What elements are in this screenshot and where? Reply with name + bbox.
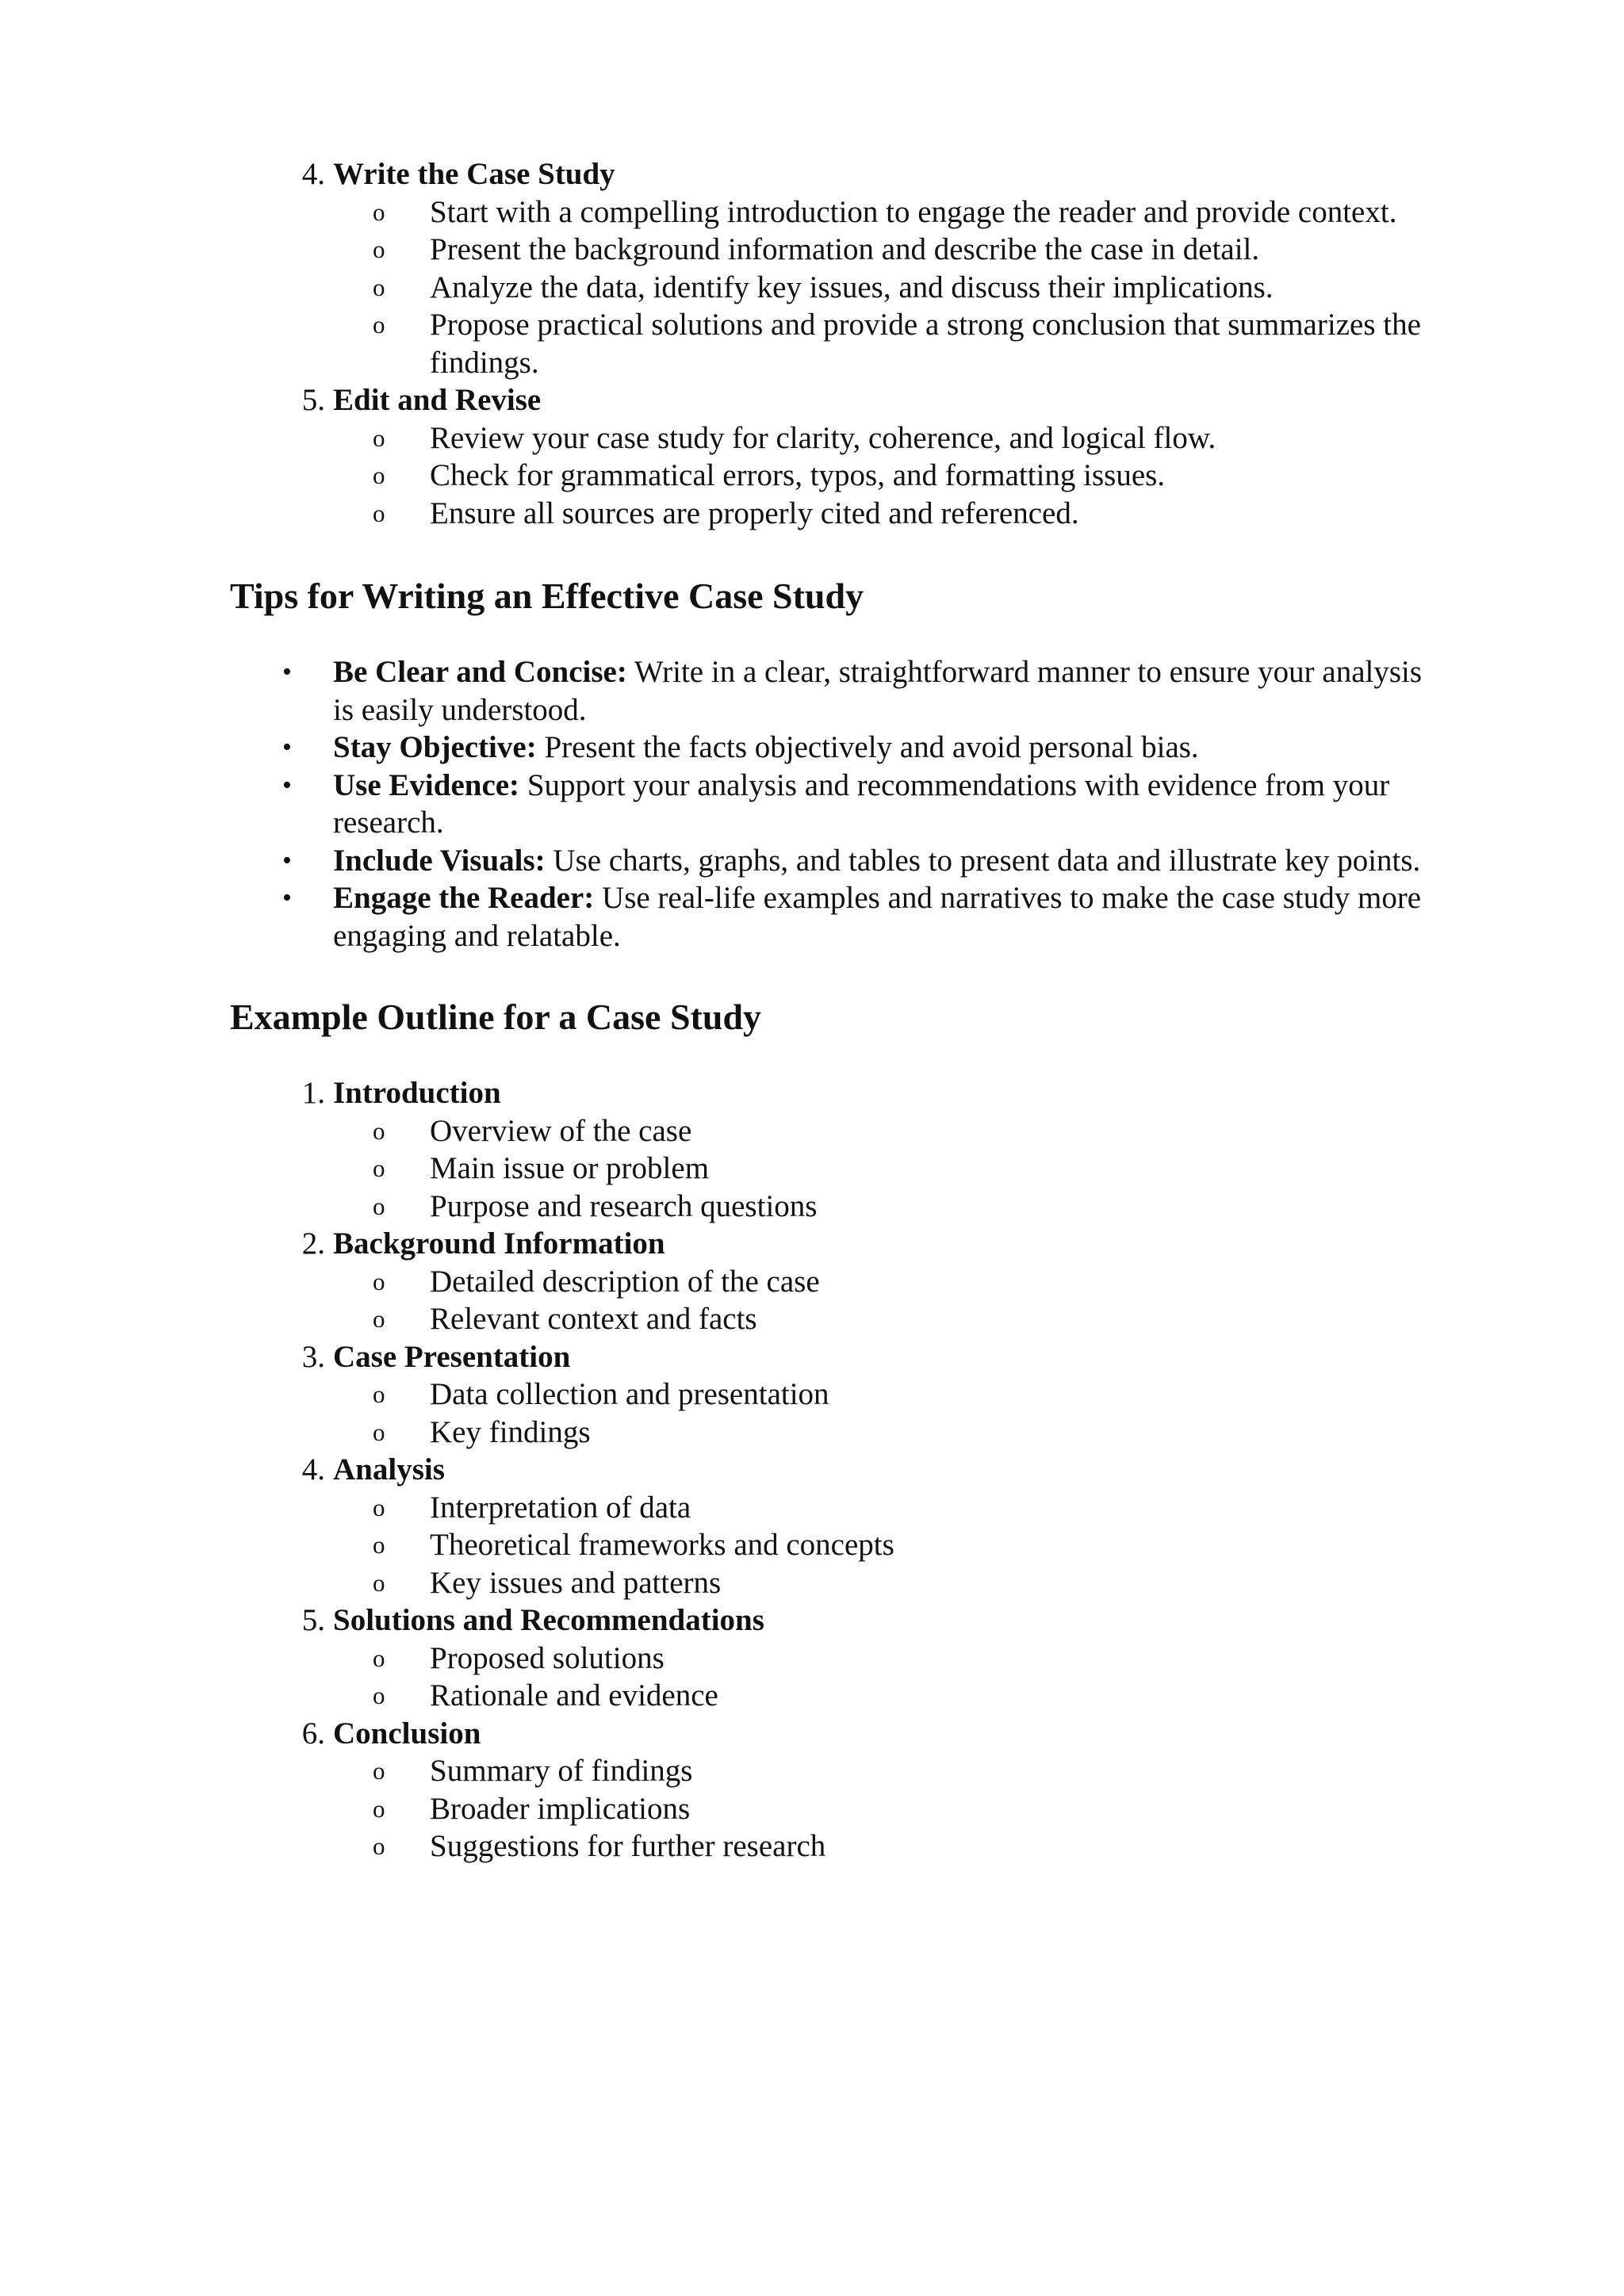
sub-item <box>230 419 1515 457</box>
sub-item-text: Broader implications <box>430 1791 691 1826</box>
item-title: Case Presentation <box>333 1339 571 1374</box>
circle-bullet-icon: o <box>373 1192 385 1220</box>
item-number: 4. <box>301 1452 325 1487</box>
tip-body: research. <box>333 806 444 840</box>
tip-text <box>333 767 1389 805</box>
circle-bullet-icon: o <box>373 1116 385 1145</box>
item-number: 3. <box>301 1339 325 1374</box>
tip-body: Use charts, graphs, and tables to present data and illustrate key points. <box>545 843 1421 878</box>
circle-bullet-icon: o <box>373 423 385 452</box>
sub-item-text: Key findings <box>430 1414 591 1449</box>
numbered-item <box>230 1225 1515 1263</box>
sub-item-text: Summary of findings <box>430 1754 693 1788</box>
sub-item <box>230 193 1515 232</box>
sub-item-text: Present the background information and describe the case in detail. <box>430 232 1260 266</box>
sub-item-text: Proposed solutions <box>430 1640 665 1675</box>
item-number: 5. <box>301 383 325 417</box>
item-number: 2. <box>301 1226 325 1261</box>
sub-item-continuation <box>230 344 1515 382</box>
tip-text <box>333 842 1420 880</box>
tip-item <box>230 653 1515 691</box>
outline-heading: Example Outline for a Case Study <box>230 997 762 1037</box>
sub-item <box>230 231 1515 269</box>
circle-bullet-icon: o <box>373 1757 385 1785</box>
circle-bullet-icon: o <box>373 1531 385 1559</box>
circle-bullet-icon: o <box>373 273 385 301</box>
item-number: 5. <box>301 1603 325 1637</box>
steps-list <box>230 155 1515 532</box>
tip-item <box>230 842 1515 880</box>
circle-bullet-icon: o <box>373 499 385 527</box>
numbered-item <box>230 1715 1515 1753</box>
sub-item-text: Analyze the data, identify key issues, and discuss their implications. <box>430 270 1274 304</box>
sub-item <box>230 1188 1515 1226</box>
sub-item-text: Overview of the case <box>430 1113 692 1148</box>
circle-bullet-icon: o <box>373 461 385 489</box>
tip-body: Present the facts objectively and avoid personal bias. <box>536 730 1199 764</box>
item-number: 6. <box>301 1716 325 1751</box>
numbered-item <box>230 1601 1515 1640</box>
tip-label: Use Evidence: <box>333 767 520 802</box>
sub-item <box>230 1564 1515 1602</box>
numbered-item <box>230 1338 1515 1376</box>
item-title: Write the Case Study <box>333 157 615 191</box>
numbered-item <box>230 1451 1515 1489</box>
item-number: 1. <box>301 1076 325 1110</box>
sub-item-text: Suggestions for further research <box>430 1829 826 1863</box>
item-title: Analysis <box>333 1452 445 1487</box>
circle-bullet-icon: o <box>373 311 385 339</box>
tip-item-continuation <box>230 691 1515 729</box>
item-title: Introduction <box>333 1076 501 1110</box>
sub-item-text: Relevant context and facts <box>430 1302 757 1336</box>
sub-item <box>230 1414 1515 1452</box>
sub-item-text: Start with a compelling introduction to engage the reader and provide context. <box>430 194 1397 229</box>
item-title: Solutions and Recommendations <box>333 1603 764 1637</box>
outline-list <box>230 1074 1515 1866</box>
circle-bullet-icon: o <box>373 1418 385 1446</box>
sub-item-text: Review your case study for clarity, coherence, and logical flow. <box>430 420 1216 455</box>
sub-item <box>230 1150 1515 1188</box>
tip-item <box>230 879 1515 917</box>
sub-item <box>230 1677 1515 1715</box>
circle-bullet-icon: o <box>373 235 385 263</box>
circle-bullet-icon: o <box>373 1267 385 1295</box>
bullet-icon: • <box>282 770 292 800</box>
circle-bullet-icon: o <box>373 1682 385 1709</box>
tip-text <box>333 804 444 842</box>
tip-body: Support your analysis and recommendations with evidence from your <box>519 767 1390 802</box>
sub-item-text: findings. <box>430 345 539 380</box>
sub-item-text: Check for grammatical errors, typos, and formatting issues. <box>430 458 1166 492</box>
sub-item <box>230 1752 1515 1790</box>
tip-body: Write in a clear, straightforward manner to ensure your analysis <box>626 655 1423 689</box>
tip-item <box>230 729 1515 767</box>
sub-item-text: Data collection and presentation <box>430 1377 829 1411</box>
tips-heading: Tips for Writing an Effective Case Study <box>230 576 864 616</box>
tip-label: Engage the Reader: <box>333 881 595 915</box>
sub-item-text: Main issue or problem <box>430 1151 710 1185</box>
bullet-icon: • <box>282 657 292 687</box>
sub-item <box>230 1263 1515 1301</box>
sub-item <box>230 306 1515 344</box>
circle-bullet-icon: o <box>373 1568 385 1597</box>
tip-text <box>333 879 1421 917</box>
sub-item-text: Purpose and research questions <box>430 1188 818 1223</box>
sub-item <box>230 1489 1515 1527</box>
sub-item-text: Key issues and patterns <box>430 1565 722 1600</box>
numbered-item <box>230 381 1515 419</box>
sub-item <box>230 1376 1515 1414</box>
sub-item-text: Theoretical frameworks and concepts <box>430 1528 894 1562</box>
tip-body: Use real-life examples and narratives to make the case study more <box>594 881 1422 915</box>
tip-body: is easily understood. <box>333 692 587 727</box>
tip-item <box>230 767 1515 805</box>
item-title: Conclusion <box>333 1716 481 1751</box>
circle-bullet-icon: o <box>373 197 385 226</box>
tip-item-continuation <box>230 804 1515 842</box>
tip-body: engaging and relatable. <box>333 918 621 953</box>
tip-text <box>333 691 587 729</box>
sub-item-text: Interpretation of data <box>430 1490 691 1525</box>
circle-bullet-icon: o <box>373 1832 385 1860</box>
sub-item <box>230 495 1515 533</box>
sub-item <box>230 1640 1515 1678</box>
circle-bullet-icon: o <box>373 1644 385 1672</box>
sub-item <box>230 1526 1515 1564</box>
circle-bullet-icon: o <box>373 1493 385 1521</box>
numbered-item <box>230 1074 1515 1112</box>
sub-item-text: Rationale and evidence <box>430 1678 718 1712</box>
circle-bullet-icon: o <box>373 1794 385 1823</box>
item-title: Edit and Revise <box>333 383 542 417</box>
tip-text <box>333 729 1199 767</box>
tip-label: Include Visuals: <box>333 843 546 878</box>
bullet-icon: • <box>282 733 292 762</box>
sub-item-text: Ensure all sources are properly cited and referenced. <box>430 496 1079 530</box>
tip-label: Be Clear and Concise: <box>333 655 627 689</box>
sub-item <box>230 457 1515 495</box>
bullet-icon: • <box>282 883 292 913</box>
tip-text <box>333 653 1422 691</box>
numbered-item <box>230 155 1515 193</box>
sub-item <box>230 1112 1515 1150</box>
circle-bullet-icon: o <box>373 1380 385 1408</box>
tip-label: Stay Objective: <box>333 730 537 764</box>
sub-item <box>230 1300 1515 1338</box>
tips-list <box>230 653 1515 955</box>
item-number: 4. <box>301 157 325 191</box>
sub-item-text: Propose practical solutions and provide a strong conclusion that summarizes the <box>430 308 1421 342</box>
circle-bullet-icon: o <box>373 1305 385 1333</box>
sub-item <box>230 1790 1515 1828</box>
bullet-icon: • <box>282 845 292 875</box>
circle-bullet-icon: o <box>373 1154 385 1182</box>
tip-item-continuation <box>230 917 1515 955</box>
sub-item-text: Detailed description of the case <box>430 1264 820 1299</box>
sub-item <box>230 1827 1515 1866</box>
tip-text <box>333 917 621 955</box>
sub-item <box>230 269 1515 307</box>
item-title: Background Information <box>333 1226 665 1261</box>
